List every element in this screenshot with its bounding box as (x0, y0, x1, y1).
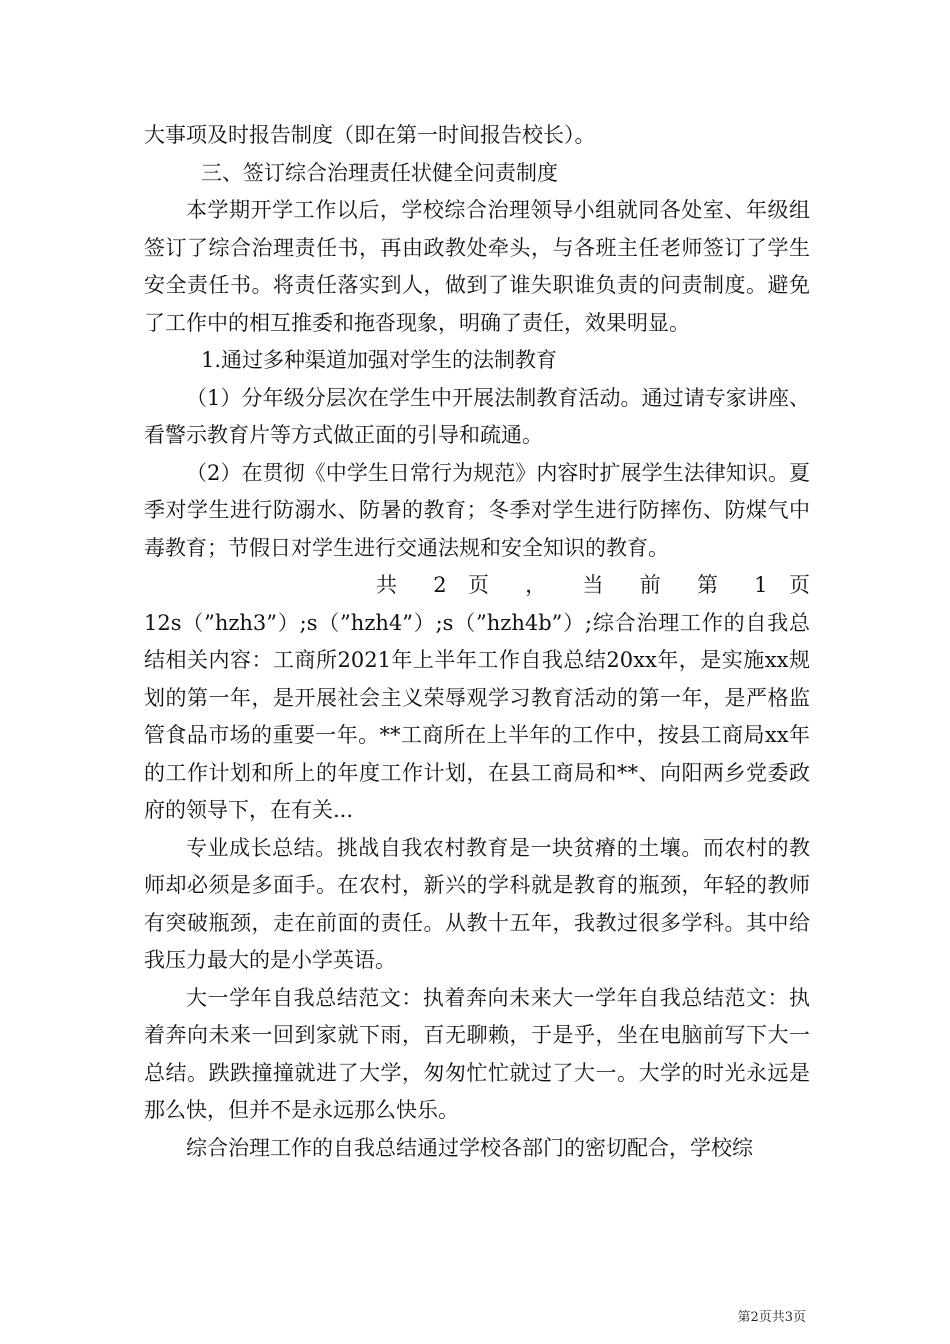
list-item-1: （1）分年级分层次在学生中开展法制教育活动。通过请专家讲座、看警示教育片等方式做正面的引导和疏通。 (144, 385, 810, 447)
list-item-2: （2）在贯彻《中学生日常行为规范》内容时扩展学生法律知识。夏季对学生进行防溺水、防暑的教育；冬季对学生进行防摔伤、防煤气中毒教育；节假日对学生进行交通法规和安全知识的教育。 (144, 460, 810, 560)
excerpt-professional-growth: 专业成长总结。挑战自我农村教育是一块贫瘠的土壤。而农村的教师却必须是多面手。在农村，新兴的学科就是教育的瓶颈，年轻的教师有突破瓶颈，走在前面的责任。从教十五年，我教过很多学科。其中给我压力最大的是小学英语。 (144, 835, 810, 972)
document-body (144, 117, 810, 1167)
page-marker: 共 2 页 ， 当 前 第 1 页 (376, 573, 810, 597)
page-footer: 第2页共3页 (737, 1310, 806, 1325)
subheading-legal-education: 1.通过多种渠道加强对学生的法制教育 (201, 348, 558, 372)
paragraph-responsibility: 本学期开学工作以后，学校综合治理领导小组就同各处室、年级组签订了综合治理责任书，再由政教处牵头，与各班主任老师签订了学生安全责任书。将责任落实到人，做到了谁失职谁负责的问责制度。避免了工作中的相互推委和拖沓现象，明确了责任，效果明显。 (144, 198, 810, 335)
paragraph-continuation: 大事项及时报告制度（即在第一时间报告校长）。 (144, 123, 596, 147)
excerpt-governance-summary: 综合治理工作的自我总结通过学校各部门的密切配合，学校综 (186, 1135, 753, 1160)
excerpt-freshman-summary: 大一学年自我总结范文：执着奔向未来大一学年自我总结范文：执着奔向未来一回到家就下雨，百无聊赖，于是乎，坐在电脑前写下大一总结。跌跌撞撞就进了大学，匆匆忙忙就过了大一。大学的时光永远是那么快，但并不是永远那么快乐。 (144, 985, 810, 1122)
related-content-intro: 12s（”hzh3”）;s（”hzh4”）;s（”hzh4b”）;综合治理工作的自我总结相关内容：工商所2021年上半年工作自我总结20xx年，是实施xx规划的第一年，是开展社会主义荣辱观学习教育活动的第一年，是严格监管食品市场的重要一年。**工商所在上半年的工作中，按县工商局xx年的工作计划和所上的年度工作计划，在县工商局和**、向阳两乡党委政府的领导下，在有关... (144, 610, 810, 822)
section-heading: 三、签订综合治理责任状健全问责制度 (201, 160, 558, 185)
